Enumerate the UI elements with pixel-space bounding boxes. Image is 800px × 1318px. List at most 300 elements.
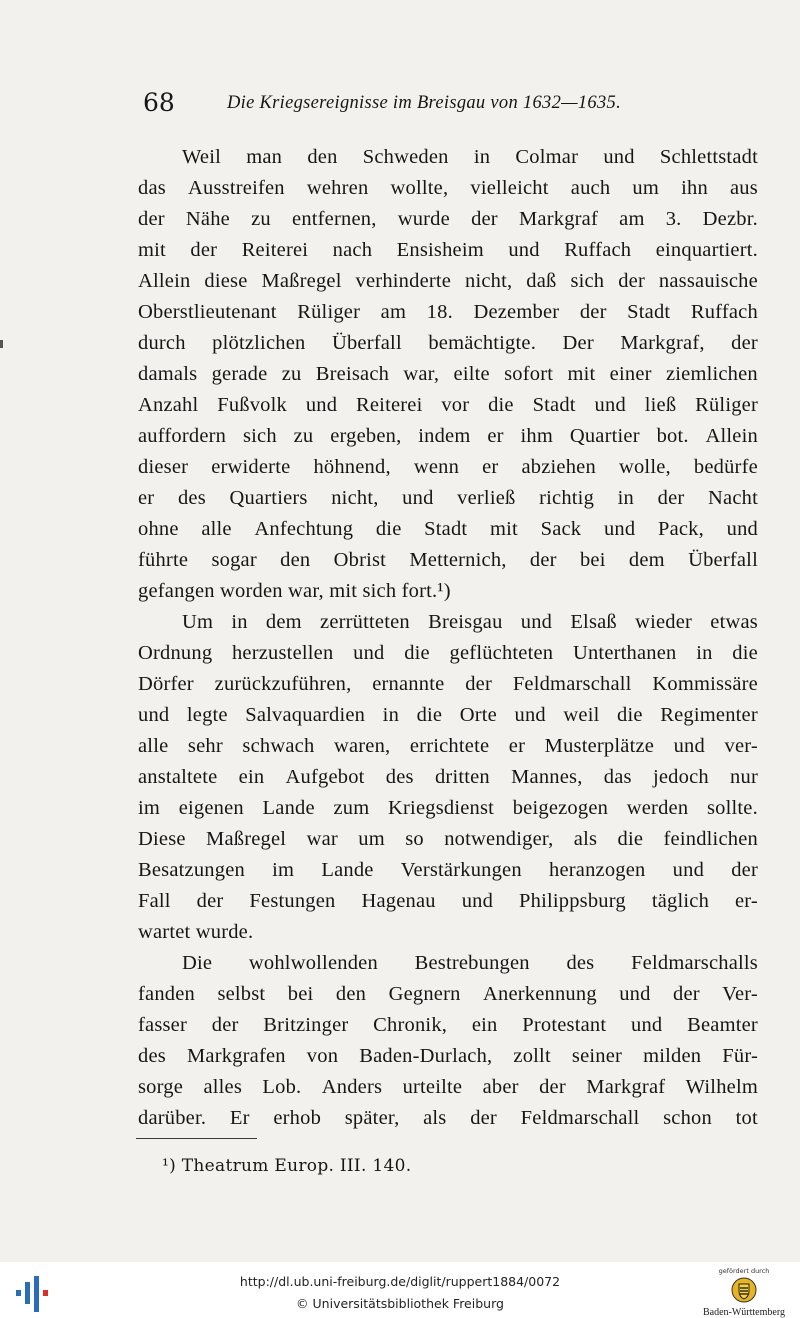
word: nach bbox=[332, 239, 373, 261]
word: notwendiger, bbox=[444, 828, 554, 850]
word: legte bbox=[186, 704, 228, 726]
word: und bbox=[619, 983, 651, 1005]
word: dritten bbox=[434, 766, 490, 788]
word: vor bbox=[441, 394, 470, 416]
word: zu bbox=[281, 363, 302, 385]
word: nicht, bbox=[331, 487, 379, 509]
text-line bbox=[138, 1010, 758, 1041]
word: heranzogen bbox=[549, 859, 646, 881]
word: der bbox=[470, 1107, 497, 1129]
word: Quartier bbox=[569, 425, 640, 447]
word: Dezbr. bbox=[702, 208, 758, 230]
word: in bbox=[382, 704, 400, 726]
text-line bbox=[138, 545, 758, 576]
word: geflüchteten bbox=[449, 642, 554, 664]
word: einer bbox=[609, 363, 652, 385]
word: ergeben, bbox=[330, 425, 402, 447]
word: Festungen bbox=[249, 890, 336, 912]
text-line bbox=[138, 855, 758, 886]
word: bedürfe bbox=[693, 456, 758, 478]
page-header bbox=[143, 88, 763, 120]
word: täglich bbox=[651, 890, 710, 912]
word: Hagenau bbox=[361, 890, 436, 912]
word: er bbox=[487, 425, 504, 447]
word: und bbox=[631, 1014, 663, 1036]
word: ohne bbox=[138, 518, 179, 540]
word: gerade bbox=[211, 363, 268, 385]
word: 18. bbox=[426, 301, 453, 323]
word: Lande bbox=[321, 859, 374, 881]
word: Aufgebot bbox=[285, 766, 365, 788]
word: Elsaß bbox=[570, 611, 617, 633]
text-line bbox=[138, 173, 758, 204]
scan-margin-mark bbox=[0, 340, 3, 348]
word: Markgrafen bbox=[186, 1045, 286, 1067]
word: auch bbox=[570, 177, 611, 199]
word: Dörfer bbox=[138, 673, 194, 695]
word: dem bbox=[628, 549, 665, 571]
word: Überfall bbox=[331, 332, 402, 354]
word: der bbox=[539, 1076, 566, 1098]
text-line bbox=[138, 359, 758, 390]
word: und bbox=[520, 611, 553, 633]
text-line: wartet wurde. bbox=[138, 921, 254, 943]
word: ernannte bbox=[372, 673, 445, 695]
word: ihm bbox=[520, 425, 553, 447]
word: der bbox=[579, 301, 607, 323]
word: des bbox=[566, 952, 595, 974]
word: Ver- bbox=[722, 983, 758, 1005]
word: er bbox=[508, 735, 526, 757]
word: der bbox=[196, 890, 224, 912]
text-line bbox=[138, 824, 758, 855]
text-line bbox=[138, 669, 758, 700]
word: Stadt bbox=[424, 518, 468, 540]
word: der bbox=[471, 208, 498, 230]
word: tot bbox=[735, 1107, 758, 1129]
word: als bbox=[423, 1107, 447, 1129]
footnote bbox=[162, 1156, 411, 1176]
word: zu bbox=[293, 425, 314, 447]
text-line bbox=[138, 266, 758, 297]
document-url-link[interactable]: http://dl.ub.uni-freiburg.de/diglit/ruppert1884/0072 bbox=[239, 1274, 561, 1289]
word: darüber. bbox=[138, 1107, 207, 1129]
text-line bbox=[138, 700, 758, 731]
word: am bbox=[619, 208, 645, 230]
word: Um bbox=[182, 611, 214, 633]
word: und bbox=[402, 487, 434, 509]
word: er- bbox=[734, 890, 758, 912]
word: errichtete bbox=[409, 735, 490, 757]
word: Obrist bbox=[333, 549, 387, 571]
text-line bbox=[138, 514, 758, 545]
word: der bbox=[731, 332, 758, 354]
word: Bestrebungen bbox=[414, 952, 530, 974]
word: Pack, bbox=[657, 518, 704, 540]
word: aber bbox=[482, 1076, 519, 1098]
word: die bbox=[617, 704, 643, 726]
word: Maßregel bbox=[261, 270, 342, 292]
word: der bbox=[529, 549, 557, 571]
word: in bbox=[231, 611, 248, 633]
word: man bbox=[246, 146, 283, 168]
word: so bbox=[405, 828, 424, 850]
word: als bbox=[573, 828, 598, 850]
word: feindlichen bbox=[663, 828, 758, 850]
text-line bbox=[138, 731, 758, 762]
word: abziehen bbox=[521, 456, 596, 478]
word: Salvaquardien bbox=[245, 704, 366, 726]
word: Regimenter bbox=[660, 704, 758, 726]
text-line bbox=[138, 1072, 758, 1103]
word: bei bbox=[287, 983, 314, 1005]
word: der bbox=[731, 859, 758, 881]
footnote-rule bbox=[136, 1138, 257, 1139]
word: Anfechtung bbox=[254, 518, 354, 540]
word: und bbox=[508, 239, 540, 261]
word: herzustellen bbox=[231, 642, 334, 664]
word: sehr bbox=[187, 735, 223, 757]
word: Feldmarschalls bbox=[631, 952, 758, 974]
word: Oberstlieutenant bbox=[138, 301, 277, 323]
word: sollte. bbox=[706, 797, 758, 819]
word: milden bbox=[643, 1045, 702, 1067]
word: wieder bbox=[635, 611, 693, 633]
word: in bbox=[696, 642, 713, 664]
text-line bbox=[138, 607, 758, 638]
word: der bbox=[618, 270, 645, 292]
word: den bbox=[307, 146, 338, 168]
sponsor-badge bbox=[694, 1264, 794, 1318]
word: erwiderte bbox=[211, 456, 291, 478]
word: werden bbox=[626, 797, 689, 819]
text-line bbox=[138, 793, 758, 824]
word: Reiterei bbox=[356, 394, 423, 416]
word: wohlwollenden bbox=[248, 952, 378, 974]
word: und bbox=[603, 146, 635, 168]
word: und bbox=[673, 735, 705, 757]
word: sorge bbox=[138, 1076, 184, 1098]
word: Gegnern bbox=[388, 983, 461, 1005]
word: ver- bbox=[724, 735, 758, 757]
word: jedoch bbox=[652, 766, 709, 788]
footnote-marker: ¹) bbox=[162, 1156, 177, 1176]
word: Besatzungen bbox=[138, 859, 245, 881]
word: zollt bbox=[513, 1045, 551, 1067]
word: er bbox=[138, 487, 155, 509]
word: indem bbox=[418, 425, 471, 447]
word: waren, bbox=[333, 735, 391, 757]
word: Protestant bbox=[522, 1014, 607, 1036]
word: Dezember bbox=[473, 301, 560, 323]
word: Stadt bbox=[627, 301, 671, 323]
word: schwach bbox=[242, 735, 315, 757]
word: der bbox=[190, 239, 218, 261]
word: das bbox=[603, 766, 632, 788]
word: 3. bbox=[665, 208, 682, 230]
word: diese bbox=[204, 270, 248, 292]
word: der bbox=[465, 673, 492, 695]
word: Sack bbox=[540, 518, 582, 540]
word: später, bbox=[344, 1107, 400, 1129]
word: in bbox=[617, 487, 635, 509]
text-line bbox=[138, 979, 758, 1010]
word: bei bbox=[579, 549, 606, 571]
word: Orte bbox=[459, 704, 497, 726]
word: Schweden bbox=[362, 146, 449, 168]
word: Ruffach bbox=[690, 301, 758, 323]
word: auffordern bbox=[138, 425, 227, 447]
word: Wilhelm bbox=[685, 1076, 758, 1098]
word: weil bbox=[563, 704, 600, 726]
word: beigezogen bbox=[512, 797, 609, 819]
word: Weil bbox=[182, 146, 221, 168]
word: sofort bbox=[504, 363, 554, 385]
word: damals bbox=[138, 363, 198, 385]
text-line bbox=[138, 483, 758, 514]
word: vielleicht bbox=[470, 177, 549, 199]
word: Chronik, bbox=[373, 1014, 448, 1036]
word: sogar bbox=[211, 549, 257, 571]
word: seiner bbox=[571, 1045, 623, 1067]
word: der bbox=[657, 487, 685, 509]
text-line bbox=[138, 297, 758, 328]
word: Fall bbox=[138, 890, 171, 912]
word: Baden-Durlach, bbox=[359, 1045, 493, 1067]
word: dem bbox=[265, 611, 302, 633]
sponsor-name: Baden-Württemberg bbox=[702, 1307, 785, 1318]
word: Philippsburg bbox=[519, 890, 626, 912]
word: Rüliger bbox=[695, 394, 758, 416]
word: in bbox=[473, 146, 491, 168]
word: nicht, bbox=[465, 270, 513, 292]
word: zu bbox=[251, 208, 271, 230]
sponsor-caption: gefördert durch bbox=[718, 1267, 770, 1275]
word: bot. bbox=[656, 425, 689, 447]
word: die bbox=[732, 642, 758, 664]
word: erhob bbox=[273, 1107, 322, 1129]
text-line bbox=[138, 1041, 758, 1072]
word: des bbox=[385, 766, 414, 788]
word: Ausstreifen bbox=[188, 177, 285, 199]
word: durch bbox=[138, 332, 186, 354]
word: Musterplätze bbox=[544, 735, 655, 757]
word: Anerkennung bbox=[483, 983, 597, 1005]
word: und bbox=[514, 704, 546, 726]
text-line: gefangen worden war, mit sich fort.¹) bbox=[138, 580, 451, 602]
word: den bbox=[280, 549, 311, 571]
word: am bbox=[380, 301, 407, 323]
word: der bbox=[138, 208, 165, 230]
page-number: 68 bbox=[143, 88, 175, 117]
word: und bbox=[672, 859, 705, 881]
copyright-text: © Universitätsbibliothek Freiburg bbox=[296, 1296, 504, 1311]
word: und bbox=[353, 642, 385, 664]
word: Ordnung bbox=[138, 642, 213, 664]
text-line bbox=[138, 390, 758, 421]
word: sich bbox=[570, 270, 605, 292]
word: die bbox=[617, 828, 644, 850]
word: Ensisheim bbox=[396, 239, 484, 261]
word: zum bbox=[333, 797, 370, 819]
word: die bbox=[375, 518, 402, 540]
word: Metternich, bbox=[409, 549, 507, 571]
word: plötzlichen bbox=[212, 332, 306, 354]
word: Rüliger bbox=[297, 301, 361, 323]
word: nur bbox=[730, 766, 758, 788]
word: Allein bbox=[138, 270, 191, 292]
word: mit bbox=[567, 363, 596, 385]
text-line bbox=[138, 142, 758, 173]
word: Anzahl bbox=[138, 394, 199, 416]
word: im bbox=[272, 859, 295, 881]
word: Anders bbox=[321, 1076, 383, 1098]
word: selbst bbox=[217, 983, 266, 1005]
text-line bbox=[138, 204, 758, 235]
word: dieser bbox=[138, 456, 189, 478]
word: alle bbox=[201, 518, 232, 540]
word: wolle, bbox=[618, 456, 671, 478]
word: Quartiers bbox=[229, 487, 308, 509]
word: aus bbox=[730, 177, 758, 199]
word: richtig bbox=[539, 487, 595, 509]
word: Überfall bbox=[688, 549, 758, 571]
word: urteilte bbox=[402, 1076, 463, 1098]
word: alles bbox=[203, 1076, 243, 1098]
word: Unterthanen bbox=[572, 642, 677, 664]
word: und bbox=[603, 518, 636, 540]
word: und bbox=[138, 704, 170, 726]
word: wenn bbox=[413, 456, 460, 478]
word: das bbox=[138, 177, 166, 199]
word: alle bbox=[138, 735, 169, 757]
word: Markgraf bbox=[518, 208, 598, 230]
word: Feldmarschall bbox=[512, 673, 632, 695]
word: fasser bbox=[138, 1014, 188, 1036]
word: einquartiert. bbox=[655, 239, 758, 261]
word: der bbox=[211, 1014, 239, 1036]
word: Reiterei bbox=[241, 239, 309, 261]
word: und bbox=[461, 890, 494, 912]
word: Allein bbox=[705, 425, 758, 447]
word: entfernen, bbox=[292, 208, 377, 230]
word: Für- bbox=[722, 1045, 758, 1067]
word: Markgraf bbox=[586, 1076, 666, 1098]
word: zerrütteten bbox=[320, 611, 410, 633]
word: mit bbox=[490, 518, 518, 540]
word: eigenen bbox=[178, 797, 244, 819]
word: von bbox=[306, 1045, 339, 1067]
word: um bbox=[358, 828, 385, 850]
word: die bbox=[488, 394, 514, 416]
word: Die bbox=[182, 952, 213, 974]
word: und bbox=[305, 394, 338, 416]
coat-of-arms-icon bbox=[731, 1277, 757, 1303]
text-line bbox=[138, 421, 758, 452]
word: anstaltete bbox=[138, 766, 218, 788]
word: daß bbox=[526, 270, 557, 292]
word: ließ bbox=[644, 394, 677, 416]
word: Diese bbox=[138, 828, 186, 850]
word: zurückzuführen, bbox=[214, 673, 352, 695]
word: des bbox=[177, 487, 206, 509]
word: fanden bbox=[138, 983, 195, 1005]
footnote-text: Theatrum Europ. III. 140. bbox=[181, 1156, 412, 1176]
word: führte bbox=[138, 549, 189, 571]
word: Verstärkungen bbox=[400, 859, 522, 881]
word: die bbox=[404, 642, 430, 664]
word: den bbox=[335, 983, 367, 1005]
word: die bbox=[416, 704, 443, 726]
word: Der bbox=[562, 332, 594, 354]
word: ein bbox=[238, 766, 265, 788]
word: höhnend, bbox=[313, 456, 391, 478]
word: Mannes, bbox=[511, 766, 583, 788]
word: Fußvolk bbox=[217, 394, 287, 416]
word: im bbox=[138, 797, 161, 819]
word: etwas bbox=[710, 611, 758, 633]
text-line bbox=[138, 452, 758, 483]
word: schon bbox=[663, 1107, 712, 1129]
text-line bbox=[138, 948, 758, 979]
word: um bbox=[632, 177, 659, 199]
word: Lob. bbox=[262, 1076, 302, 1098]
word: ihn bbox=[681, 177, 708, 199]
word: ein bbox=[471, 1014, 498, 1036]
text-line bbox=[138, 762, 758, 793]
word: Kriegsdienst bbox=[388, 797, 495, 819]
viewer-footer bbox=[0, 1262, 800, 1318]
word: und bbox=[726, 518, 758, 540]
running-title: Die Kriegsereignisse im Breisgau von 1632—1635. bbox=[227, 93, 621, 113]
word: Breisach bbox=[315, 363, 390, 385]
text-line bbox=[138, 638, 758, 669]
word: wurde bbox=[397, 208, 450, 230]
word: war, bbox=[403, 363, 440, 385]
word: des bbox=[138, 1045, 166, 1067]
text-line bbox=[138, 235, 758, 266]
word: Colmar bbox=[515, 146, 579, 168]
word: Feldmarschall bbox=[520, 1107, 640, 1129]
text-line bbox=[138, 328, 758, 359]
word: mit bbox=[138, 239, 166, 261]
word: verhinderte bbox=[355, 270, 452, 292]
word: wollte, bbox=[390, 177, 449, 199]
word: Nacht bbox=[708, 487, 758, 509]
word: Nähe bbox=[185, 208, 230, 230]
word: Beamter bbox=[687, 1014, 758, 1036]
word: er bbox=[482, 456, 499, 478]
word: nassauische bbox=[658, 270, 758, 292]
word: Lande bbox=[262, 797, 315, 819]
word: Schlettstadt bbox=[659, 146, 758, 168]
text-line bbox=[138, 1103, 758, 1134]
word: Britzinger bbox=[263, 1014, 349, 1036]
word: Maßregel bbox=[206, 828, 287, 850]
word: ziemlichen bbox=[665, 363, 758, 385]
word: Breisgau bbox=[428, 611, 503, 633]
word: Ruffach bbox=[564, 239, 632, 261]
text-line bbox=[138, 886, 758, 917]
word: verließ bbox=[457, 487, 516, 509]
word: der bbox=[673, 983, 700, 1005]
word: Kommissäre bbox=[652, 673, 758, 695]
word: Er bbox=[229, 1107, 250, 1129]
word: war bbox=[306, 828, 338, 850]
body-text bbox=[138, 142, 758, 1134]
word: sich bbox=[242, 425, 277, 447]
word: eilte bbox=[453, 363, 490, 385]
